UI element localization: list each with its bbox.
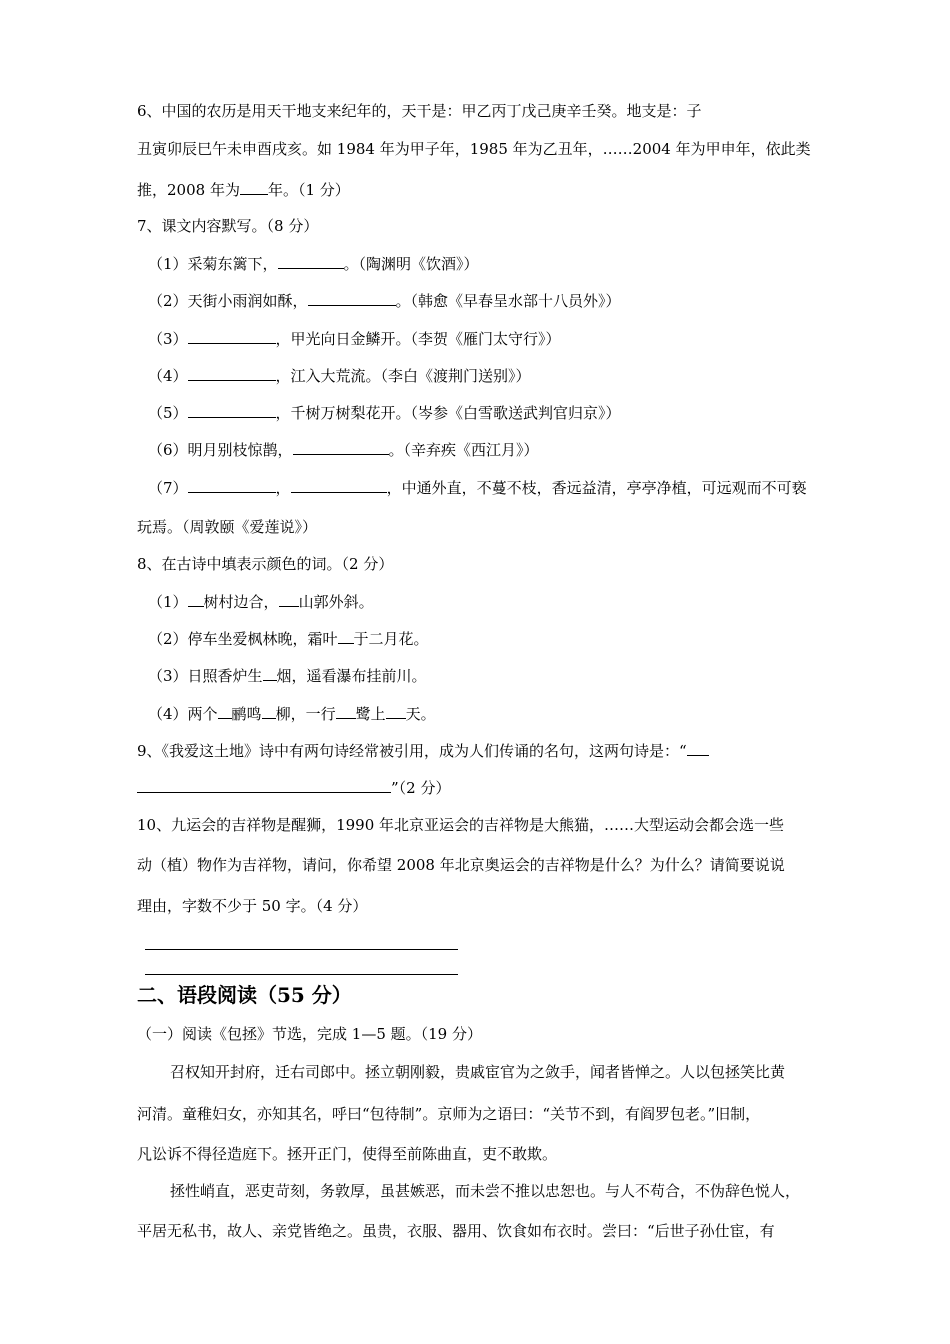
q7-blank-7b[interactable] — [291, 477, 387, 493]
q8-blank-1a[interactable] — [188, 591, 204, 607]
q7-item-1-a: （1）采菊东篱下， — [148, 255, 278, 273]
q8-blank-4c[interactable] — [336, 703, 356, 719]
q7-blank-2[interactable] — [308, 290, 396, 306]
passage-p2-line-2: 平居无私书，故人、亲党皆绝之。虽贵，衣服、器用、饮食如布衣时。尝曰：“后世子孙仕宦，有 — [137, 1222, 775, 1240]
q7-blank-4[interactable] — [188, 365, 276, 381]
q8-blank-2[interactable] — [338, 628, 354, 644]
q7-item-2-a: （2）天街小雨润如酥， — [148, 292, 308, 310]
q10-answer-line-1[interactable] — [145, 949, 458, 950]
q10-line-3: 理由，字数不少于 50 字。（4 分） — [137, 897, 368, 915]
q7-blank-6[interactable] — [293, 439, 389, 455]
passage-p1-line-2: 河清。童稚妇女，亦知其名，呼曰“包待制”。京师为之语曰：“关节不到，有阎罗包老。”旧制， — [137, 1105, 761, 1123]
q7-item-3-a: （3） — [148, 330, 188, 348]
q7-item-5-a: （5） — [148, 404, 188, 422]
q7-item-5 — [148, 402, 621, 423]
q9-blank-main[interactable] — [137, 777, 391, 793]
q7-item-1 — [148, 253, 479, 274]
q8-item-2 — [148, 628, 429, 649]
q8-item-3-a: （3）日照香炉生 — [148, 667, 263, 685]
passage-p1-line-3: 凡讼诉不得径造庭下。拯开正门，使得至前陈曲直，吏不敢欺。 — [137, 1145, 558, 1163]
q6-line-2: 丑寅卯辰巳午未申酉戌亥。如 1984 年为甲子年，1985 年为乙丑年，……2004 年为甲申年，依此类 — [137, 140, 811, 158]
q7-blank-7a[interactable] — [188, 477, 276, 493]
q7-blank-5[interactable] — [188, 402, 276, 418]
q8-item-1-c: 山郭外斜。 — [298, 593, 374, 611]
q7-item-4-a: （4） — [148, 367, 188, 385]
q6-line-3 — [137, 179, 350, 200]
passage-p1-line-1: 召权知开封府，迁右司郎中。拯立朝刚毅，贵戚宦官为之敛手，闻者皆惮之。人以包拯笑比黄 — [170, 1063, 786, 1081]
q8-title: 8、在古诗中填表示颜色的词。（2 分） — [137, 555, 394, 573]
q8-item-4-d: 鹭上 — [355, 705, 386, 723]
q7-item-5-b: ，千树万树梨花开。（岑参《白雪歌送武判官归京》） — [275, 404, 621, 422]
q7-item-7-cont: 玩焉。（周敦颐《爱莲说》） — [137, 518, 318, 536]
q7-item-3 — [148, 328, 561, 349]
q7-item-1-b: 。（陶渊明《饮酒》） — [343, 255, 479, 273]
q7-item-6 — [148, 439, 539, 460]
q6-line-3-b: 年。（1 分） — [267, 181, 350, 199]
q8-item-2-a: （2）停车坐爱枫林晚，霜叶 — [148, 630, 338, 648]
q7-title: 7、课文内容默写。（8 分） — [137, 217, 319, 235]
q7-item-3-b: ，甲光向日金鳞开。（李贺《雁门太守行》） — [275, 330, 561, 348]
q7-blank-1[interactable] — [278, 253, 344, 269]
q8-item-4 — [148, 703, 436, 724]
q8-item-4-e: 天。 — [405, 705, 436, 723]
q9-line-1 — [137, 740, 709, 761]
q8-item-4-b: 鹂鸣 — [231, 705, 262, 723]
section-2-subtitle: （一）阅读《包拯》节选，完成 1—5 题。（19 分） — [137, 1025, 482, 1043]
q8-item-1 — [148, 591, 374, 612]
q8-item-1-a: （1） — [148, 593, 188, 611]
q9-line-2-b: ”（2 分） — [391, 779, 451, 797]
q7-item-7-b: ， — [275, 479, 291, 497]
q7-item-7 — [148, 477, 807, 498]
q7-item-4 — [148, 365, 531, 386]
q8-item-2-b: 于二月花。 — [353, 630, 429, 648]
q8-blank-1b[interactable] — [279, 591, 299, 607]
q8-item-3-b: 烟，遥看瀑布挂前川。 — [276, 667, 427, 685]
q7-item-6-b: 。（辛弃疾《西江月》） — [388, 441, 539, 459]
q10-line-1: 10、九运会的吉祥物是醒狮，1990 年北京亚运会的吉祥物是大熊猫，……大型运动会都会选一些 — [137, 816, 785, 834]
q8-item-1-b: 树村边合， — [203, 593, 279, 611]
q6-line-1: 6、中国的农历是用天干地支来纪年的，天干是：甲乙丙丁戊己庚辛壬癸。地支是：子 — [137, 102, 702, 120]
q10-answer-line-2[interactable] — [145, 974, 458, 975]
q10-line-2: 动（植）物作为吉祥物，请问，你希望 2008 年北京奥运会的吉祥物是什么？为什么？请简要说说 — [137, 856, 785, 874]
q8-blank-4d[interactable] — [386, 703, 406, 719]
q8-item-4-a: （4）两个 — [148, 705, 218, 723]
section-2-heading: 二、语段阅读（55 分） — [137, 983, 352, 1007]
q8-blank-4a[interactable] — [218, 703, 232, 719]
q8-blank-3[interactable] — [263, 665, 277, 681]
q7-item-2 — [148, 290, 621, 311]
q6-line-3-a: 推，2008 年为 — [137, 181, 240, 199]
q7-item-7-c: ，中通外直，不蔓不枝，香远益清，亭亭净植，可远观而不可亵 — [386, 479, 807, 497]
q8-item-3 — [148, 665, 427, 686]
q9-line-1-text: 9、《我爱这土地》诗中有两句诗经常被引用，成为人们传诵的名句，这两句诗是：“ — [137, 742, 687, 760]
q7-item-6-a: （6）明月别枝惊鹊， — [148, 441, 293, 459]
passage-p2-line-1: 拯性峭直，恶吏苛刻，务敦厚，虽甚嫉恶，而未尝不推以忠恕也。与人不苟合，不伪辞色悦人， — [170, 1182, 801, 1200]
q7-item-2-b: 。（韩愈《早春呈水部十八员外》） — [395, 292, 621, 310]
q9-blank-start[interactable] — [687, 740, 709, 756]
q7-item-7-a: （7） — [148, 479, 188, 497]
q6-answer-blank[interactable] — [240, 179, 268, 195]
q9-line-2 — [137, 777, 450, 798]
q7-blank-3[interactable] — [188, 328, 276, 344]
q8-blank-4b[interactable] — [262, 703, 276, 719]
q8-item-4-c: 柳，一行 — [275, 705, 336, 723]
q7-item-4-b: ，江入大荒流。（李白《渡荆门送别》） — [275, 367, 531, 385]
